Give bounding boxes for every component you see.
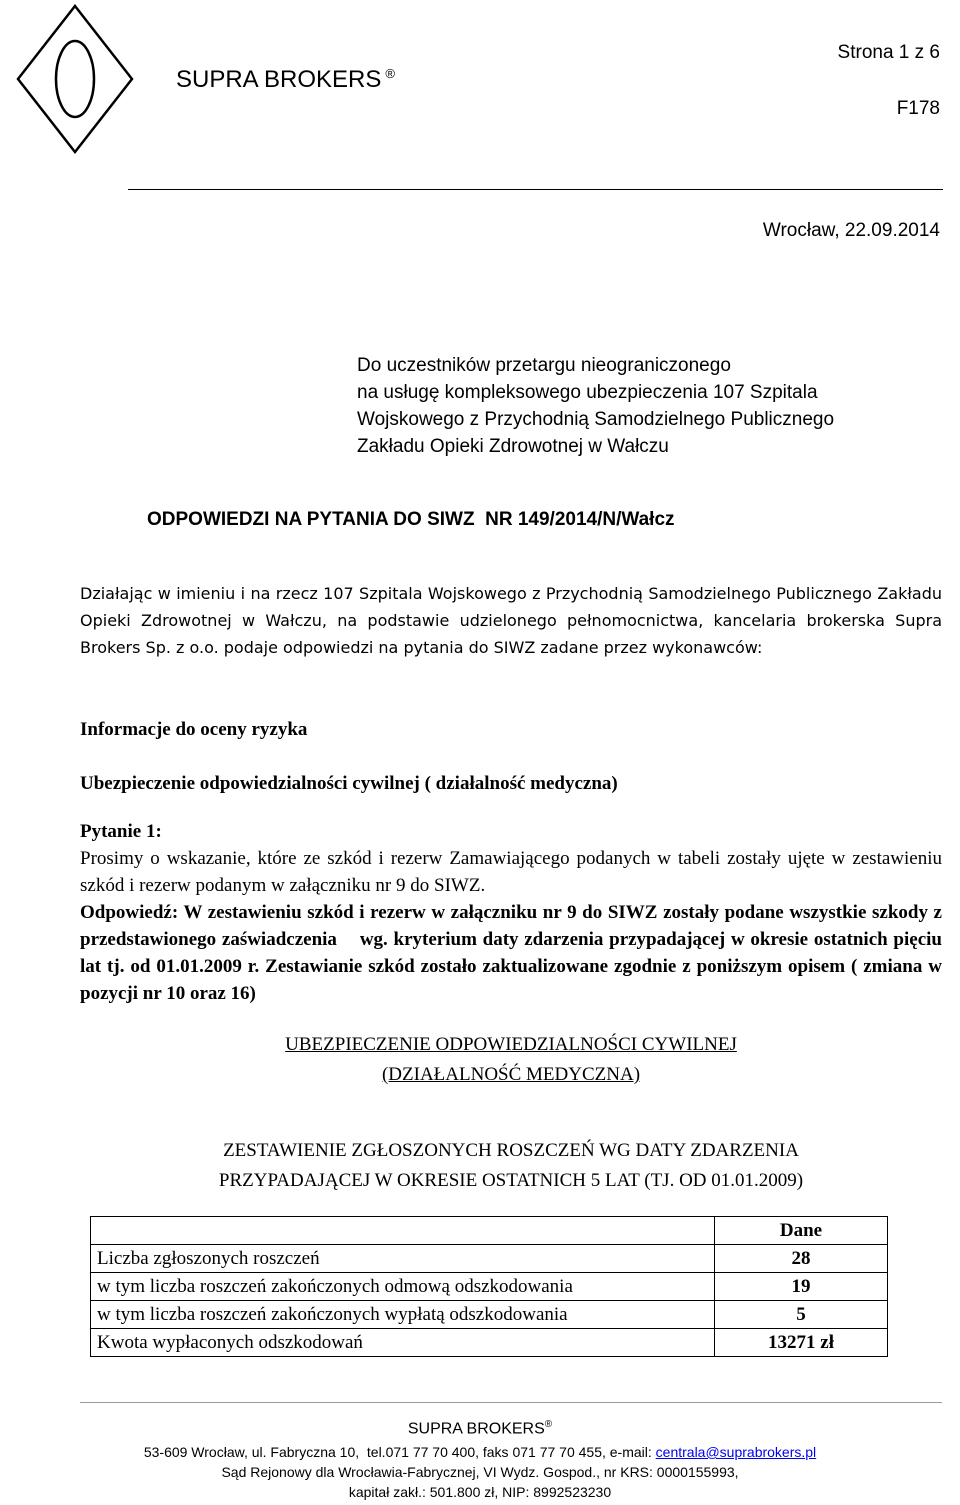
- table-row-label: Kwota wypłaconych odszkodowań: [91, 1329, 715, 1357]
- table-header-cell: Dane: [715, 1217, 888, 1245]
- document-title: ODPOWIEDZI NA PYTANIA DO SIWZ NR 149/2014/N/Wałcz: [147, 509, 675, 530]
- table-row: [91, 1273, 888, 1301]
- document-date: Wrocław, 22.09.2014: [762, 220, 940, 241]
- table-row: [91, 1329, 888, 1357]
- page-number: Strona 1 z 6: [837, 42, 940, 63]
- question-label: Pytanie 1:: [80, 821, 162, 842]
- recipient-line: na usługę kompleksowego ubezpieczenia 107 Szpitala: [357, 382, 818, 403]
- intro-paragraph: Działając w imieniu i na rzecz 107 Szpitala Wojskowego z Przychodnią Samodzielnego Publicznego Zakładu Opieki Zdrowotnej w Wałczu, na podstawie udzielonego pełnomocnictwa, kancelaria brokerska Supra Brokers Sp. z o.o. podaje odpowiedzi na pytania do SIWZ zadane przez wykonawców:: [80, 584, 942, 657]
- insurance-heading-line: (DZIAŁALNOŚĆ MEDYCZNA): [381, 1064, 641, 1085]
- recipient-block: [357, 352, 834, 460]
- table-row-value: 5: [715, 1301, 888, 1329]
- claims-table: [90, 1216, 888, 1357]
- table-row-value: 28: [715, 1245, 888, 1273]
- table-row-label: w tym liczba roszczeń zakończonych wypłatą odszkodowania: [91, 1301, 715, 1329]
- table-header-empty: [91, 1217, 715, 1245]
- brand-name: SUPRA BROKERS ®: [176, 66, 395, 93]
- answer-text: [80, 899, 947, 1007]
- summary-heading: [80, 1136, 942, 1196]
- summary-heading-line: ZESTAWIENIE ZGŁOSZONYCH ROSZCZEŃ WG DATY ZDARZENIA: [223, 1140, 799, 1161]
- section-heading-risk: Informacje do oceny ryzyka: [80, 719, 308, 740]
- table-row: [91, 1245, 888, 1273]
- footer-address: 53-609 Wrocław, ul. Fabryczna 10, tel.071 77 70 400, faks 071 77 70 455, e-mail: centrala@suprabrokers.pl: [143, 1444, 817, 1460]
- table-row-label: w tym liczba roszczeń zakończonych odmową odszkodowania: [91, 1273, 715, 1301]
- footer-capital: kapitał zakł.: 501.800 zł, NIP: 8992523230: [348, 1484, 612, 1500]
- answer-body: W zestawieniu szkód i rezerw w załączniku nr 9 do SIWZ zostały podane wszystkie szkody z przedstawionego zaświadczenia wg. kryterium daty zdarzenia przypadającej w okresie ostatnich pięciu lat tj. od 01.01.2009 r. Zestawianie szkód zostało zaktualizowane zgodnie z poniższym opisem ( zmiana w pozycji nr 10 oraz 16): [80, 902, 947, 1004]
- insurance-heading: [80, 1030, 942, 1090]
- form-code: F178: [896, 98, 940, 119]
- section-heading-liability: Ubezpieczenie odpowiedzialności cywilnej ( działalność medyczna): [80, 773, 618, 794]
- question-text: Prosimy o wskazanie, które ze szkód i rezerw Zamawiającego podanych w tabeli zostały ujęte w zestawieniu szkód i rezerw podanym w załączniku nr 9 do SIWZ.: [80, 848, 942, 896]
- table-row-label: Liczba zgłoszonych roszczeń: [91, 1245, 715, 1273]
- table-row: [91, 1301, 888, 1329]
- footer-brand: SUPRA BROKERS®: [407, 1419, 553, 1438]
- footer-email-link[interactable]: centrala@suprabrokers.pl: [655, 1444, 817, 1460]
- summary-heading-line: PRZYPADAJĄCEJ W OKRESIE OSTATNICH 5 LAT (TJ. OD 01.01.2009): [218, 1170, 804, 1191]
- recipient-line: Do uczestników przetargu nieograniczonego: [357, 355, 731, 376]
- recipient-line: Wojskowego z Przychodnią Samodzielnego Publicznego: [357, 409, 835, 430]
- table-header-row: [91, 1217, 888, 1245]
- company-logo: [16, 4, 134, 154]
- table-row-value: 19: [715, 1273, 888, 1301]
- table-row-value: 13271 zł: [715, 1329, 888, 1357]
- footer-divider: [80, 1402, 942, 1403]
- answer-label: Odpowiedź:: [80, 902, 179, 923]
- insurance-heading-line: UBEZPIECZENIE ODPOWIEDZIALNOŚCI CYWILNEJ: [285, 1034, 737, 1055]
- question-block: [80, 818, 947, 1007]
- header-divider: [128, 189, 943, 190]
- footer-court: Sąd Rejonowy dla Wrocławia-Fabrycznej, VI Wydz. Gospod., nr KRS: 0000155993,: [221, 1464, 739, 1480]
- recipient-line: Zakładu Opieki Zdrowotnej w Wałczu: [357, 436, 669, 457]
